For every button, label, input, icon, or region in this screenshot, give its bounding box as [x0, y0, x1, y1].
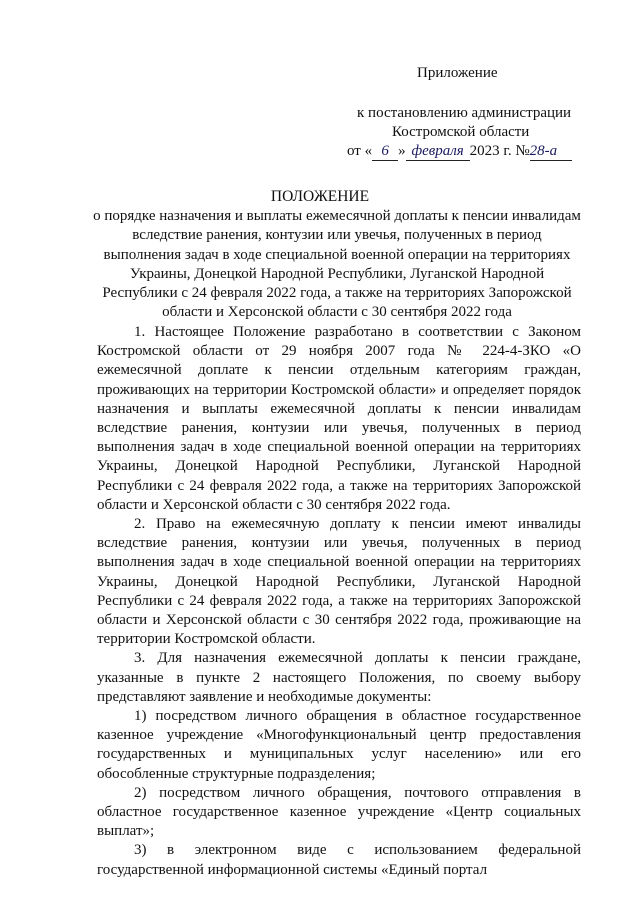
handwritten-number: 28-а	[530, 142, 572, 161]
resolution-line-2: Костромской области	[392, 124, 530, 140]
list-item-3: 3) в электронном виде с использованием федеральной государственной информационной системы «Единый портал	[97, 842, 581, 878]
date-mid: »	[398, 143, 406, 159]
document-body	[97, 323, 581, 880]
paragraph-2: 2. Право на ежемесячную доплату к пенсии имеют инвалиды вследствие ранения, контузии или увечья, полученных в период выполнения задач в ходе специальной военной операции на территориях Украины, Донецкой Народной Республики, Луганской Народной Республики с 24 февраля 2022 года, а также на территориях Запорожской области и Херсонской области с 30 сентября 2022 года, проживающие на территории Костромской области.	[97, 516, 581, 648]
document-subtitle: о порядке назначения и выплаты ежемесячной доплаты к пенсии инвалидам вследствие ранения, контузии или увечья, полученных в период выполнения задач в ходе специальной военной операции на территориях Украины, Донецкой Народной Республики, Луганской Народной Республики с 24 февраля 2022 года, а также на территориях Запорожской области и Херсонской области с 30 сентября 2022 года	[93, 208, 581, 321]
document-title: ПОЛОЖЕНИЕ	[270, 188, 370, 205]
paragraph-1: 1. Настоящее Положение разработано в соответствии с Законом Костромской области от 29 ноября 2007 года № 224-4-ЗКО «О ежемесячной доплате к пенсии отдельным категориям граждан, проживающих на территории Костромской области» и определяет порядок назначения и выплаты ежемесячной доплаты к пенсии инвалидам вследствие ранения, контузии или увечья, полученных в период выполнения задач в ходе специальной военной операции на территориях Украины, Донецкой Народной Республики, Луганской Народной Республики с 24 февраля 2022 года, а также на территориях Запорожской области и Херсонской области с 30 сентября 2022 года.	[97, 324, 581, 513]
appendix-label: Приложение	[417, 65, 498, 81]
resolution-date-line	[347, 142, 572, 161]
resolution-line-1: к постановлению администрации	[357, 105, 572, 121]
handwritten-month: февраля	[406, 142, 470, 161]
date-prefix: от «	[347, 143, 373, 159]
list-item-2: 2) посредством личного обращения, почтового отправления в областное государственное казенное учреждение «Центр социальных выплат»;	[97, 784, 581, 840]
paragraph-3: 3. Для назначения ежемесячной доплаты к пенсии граждане, указанные в пункте 2 настоящего Положения, по своему выбору представляют заявление и необходимые документы:	[97, 650, 581, 705]
handwritten-day: 6	[372, 142, 398, 161]
list-item-1: 1) посредством личного обращения в областное государственное казенное учреждение «Многофункциональный центр предоставления государственных и муниципальных услуг населению» или его обособленные структурные подразделения;	[97, 708, 581, 782]
year-and-number-label: 2023 г. №	[469, 143, 530, 159]
